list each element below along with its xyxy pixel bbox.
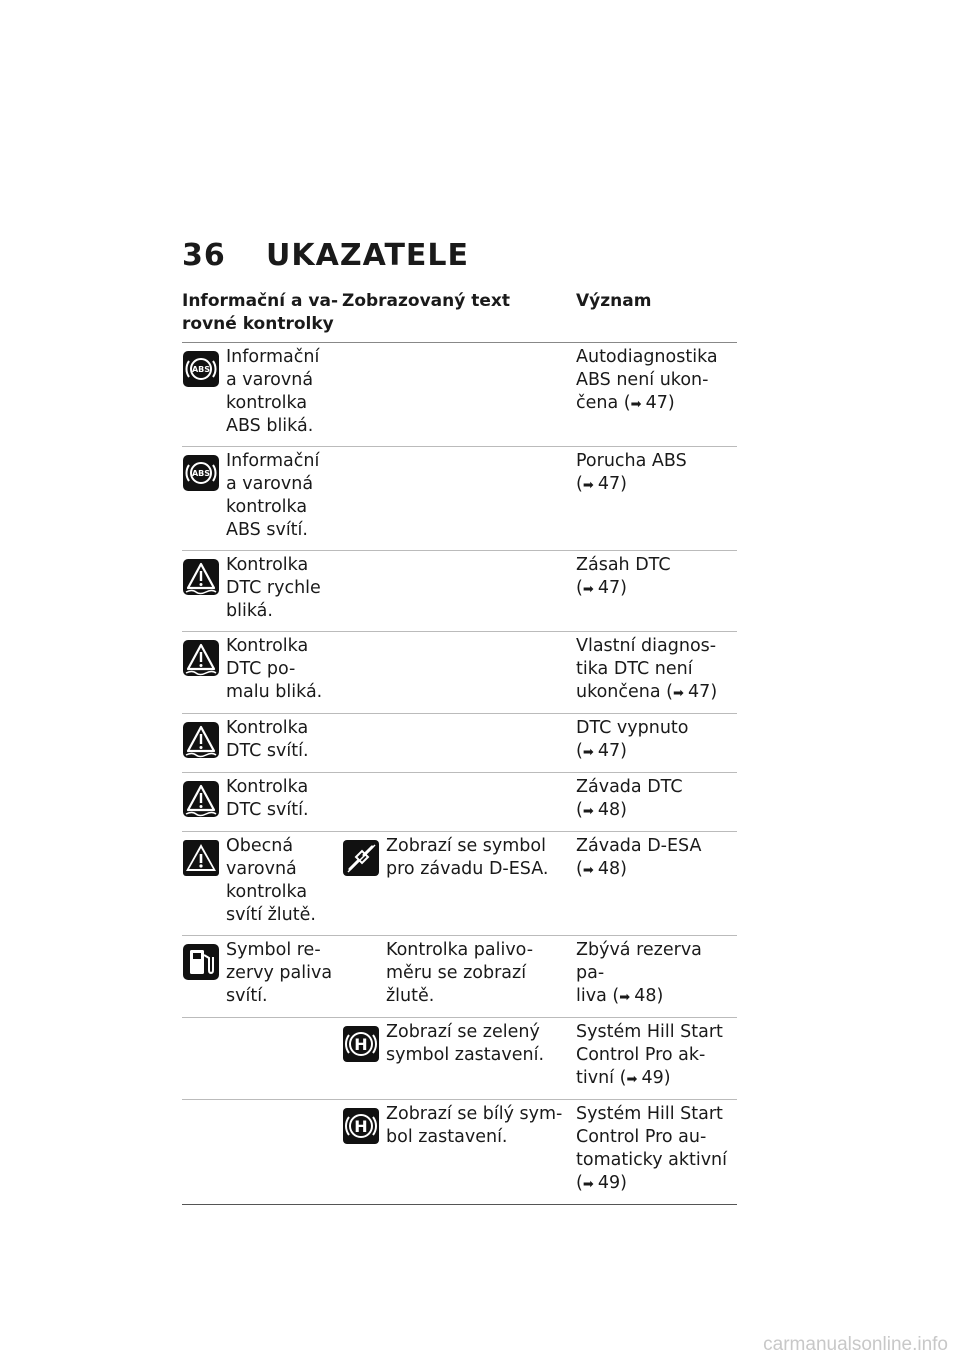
dtc-warning-icon xyxy=(182,780,220,818)
table-row xyxy=(182,773,737,832)
indicator-table xyxy=(182,290,737,1205)
arrow-icon: ➡ xyxy=(582,582,598,597)
svg-text:ABS: ABS xyxy=(191,469,211,478)
indicator-text: Kontrolka DTC svítí. xyxy=(226,777,309,820)
page-reference[interactable]: (➡ 47) xyxy=(576,474,627,494)
table-row xyxy=(182,343,737,447)
meaning-text: Zbývá rezerva pa- liva xyxy=(576,940,702,1006)
indicator-cell xyxy=(182,936,342,1018)
page-number: 36 xyxy=(182,238,226,273)
indicator-cell xyxy=(182,773,342,832)
arrow-icon: ➡ xyxy=(582,1177,598,1192)
indicator-cell xyxy=(182,343,342,447)
arrow-icon: ➡ xyxy=(582,863,598,878)
meaning-text: Autodiagnostika ABS není ukon- čena xyxy=(576,347,718,413)
meaning-text: Závada DTC xyxy=(576,777,683,797)
meaning-text: Zásah DTC xyxy=(576,555,671,575)
indicator-cell xyxy=(182,1100,342,1205)
reference-page-number: 47 xyxy=(688,682,711,702)
watermark: carmanualsonline.info xyxy=(763,1334,948,1355)
table-row xyxy=(182,936,737,1018)
meaning-text: Vlastní diagnos- tika DTC není ukončena xyxy=(576,636,717,702)
indicator-text: Kontrolka DTC svítí. xyxy=(226,718,309,761)
display-cell xyxy=(342,714,576,773)
indicator-cell xyxy=(182,832,342,936)
page-header xyxy=(182,238,469,273)
header-meaning: Význam xyxy=(576,290,737,343)
meaning-cell xyxy=(576,632,737,714)
meaning-cell xyxy=(576,1018,737,1100)
dtc-warning-icon xyxy=(182,721,220,759)
display-cell xyxy=(342,936,576,1018)
arrow-icon: ➡ xyxy=(582,804,598,819)
display-text: Kontrolka palivo- měru se zobrazí žlutě. xyxy=(386,940,534,1006)
reference-page-number: 47 xyxy=(597,578,621,598)
page-reference[interactable]: (➡ 49) xyxy=(576,1173,627,1193)
svg-text:H: H xyxy=(354,1117,368,1136)
display-cell xyxy=(342,632,576,714)
display-cell xyxy=(342,343,576,447)
abs-warning-icon xyxy=(182,350,220,388)
page-reference[interactable]: (➡ 47) xyxy=(618,393,675,413)
page-reference[interactable]: (➡ 47) xyxy=(660,682,718,702)
section-title: UKAZATELE xyxy=(266,238,470,273)
desa-fault-icon xyxy=(342,839,380,877)
arrow-icon: ➡ xyxy=(619,990,635,1005)
indicator-cell xyxy=(182,1018,342,1100)
reference-page-number: 47 xyxy=(597,741,621,761)
svg-text:ABS: ABS xyxy=(191,365,211,374)
indicator-cell xyxy=(182,447,342,551)
table-row xyxy=(182,632,737,714)
arrow-icon: ➡ xyxy=(673,686,689,701)
arrow-icon: ➡ xyxy=(582,478,598,493)
table-row xyxy=(182,447,737,551)
abs-warning-icon xyxy=(182,454,220,492)
meaning-text: DTC vypnuto xyxy=(576,718,689,738)
meaning-cell xyxy=(576,447,737,551)
table-row xyxy=(182,1100,737,1205)
display-text: Zobrazí se symbol pro závadu D-ESA. xyxy=(386,836,549,879)
indicator-text: Obecná varovná kontrolka svítí žlutě. xyxy=(226,836,316,925)
header-display: Zobrazovaný text xyxy=(342,290,576,343)
indicator-cell xyxy=(182,632,342,714)
meaning-cell xyxy=(576,832,737,936)
display-cell xyxy=(342,1100,576,1205)
page-reference[interactable]: (➡ 47) xyxy=(576,741,627,761)
meaning-text: Systém Hill Start Control Pro ak- tivní xyxy=(576,1022,723,1088)
display-text: Zobrazí se bílý sym- bol zastavení. xyxy=(386,1104,563,1147)
dtc-warning-icon xyxy=(182,639,220,677)
reference-page-number: 48 xyxy=(597,859,621,879)
display-cell xyxy=(342,832,576,936)
meaning-cell xyxy=(576,1100,737,1205)
reference-page-number: 49 xyxy=(597,1173,621,1193)
page-reference[interactable]: (➡ 47) xyxy=(576,578,627,598)
svg-text:H: H xyxy=(354,1035,368,1054)
fuel-reserve-icon xyxy=(182,943,220,981)
table-row xyxy=(182,832,737,936)
display-text: Zobrazí se zelený symbol zastavení. xyxy=(386,1022,545,1065)
display-cell xyxy=(342,551,576,632)
meaning-cell xyxy=(576,936,737,1018)
indicator-text: Kontrolka DTC po- malu bliká. xyxy=(226,636,323,702)
header-indicator: Informační a va- rovné kontrolky xyxy=(182,290,342,343)
indicator-text: Informační a varovná kontrolka ABS svítí. xyxy=(226,451,320,540)
reference-page-number: 47 xyxy=(597,474,621,494)
table-header-row xyxy=(182,290,737,343)
meaning-cell xyxy=(576,773,737,832)
meaning-text: Porucha ABS xyxy=(576,451,687,471)
display-cell xyxy=(342,447,576,551)
reference-page-number: 48 xyxy=(634,986,657,1006)
meaning-cell xyxy=(576,343,737,447)
reference-page-number: 49 xyxy=(641,1068,664,1088)
meaning-text: Systém Hill Start Control Pro au- tomaticky aktivní xyxy=(576,1104,728,1170)
hill-start-white-icon xyxy=(342,1107,380,1145)
display-cell xyxy=(342,1018,576,1100)
reference-page-number: 47 xyxy=(645,393,668,413)
indicator-text: Kontrolka DTC rychle bliká. xyxy=(226,555,321,621)
meaning-cell xyxy=(576,714,737,773)
indicator-cell xyxy=(182,714,342,773)
meaning-cell xyxy=(576,551,737,632)
indicator-text: Symbol re- zervy paliva svítí. xyxy=(226,940,333,1006)
arrow-icon: ➡ xyxy=(582,745,598,760)
arrow-icon: ➡ xyxy=(626,1072,642,1087)
indicator-cell xyxy=(182,551,342,632)
hill-start-green-icon xyxy=(342,1025,380,1063)
arrow-icon: ➡ xyxy=(630,397,646,412)
table-row xyxy=(182,714,737,773)
meaning-text: Závada D-ESA xyxy=(576,836,702,856)
table-row xyxy=(182,551,737,632)
table-row xyxy=(182,1018,737,1100)
page-reference[interactable]: (➡ 49) xyxy=(614,1068,671,1088)
page-reference[interactable]: (➡ 48) xyxy=(576,859,627,879)
page-reference[interactable]: (➡ 48) xyxy=(576,800,627,820)
display-cell xyxy=(342,773,576,832)
dtc-warning-icon xyxy=(182,558,220,596)
indicator-text: Informační a varovná kontrolka ABS bliká. xyxy=(226,347,320,436)
reference-page-number: 48 xyxy=(597,800,621,820)
general-warning-icon xyxy=(182,839,220,877)
page-reference[interactable]: (➡ 48) xyxy=(606,986,664,1006)
